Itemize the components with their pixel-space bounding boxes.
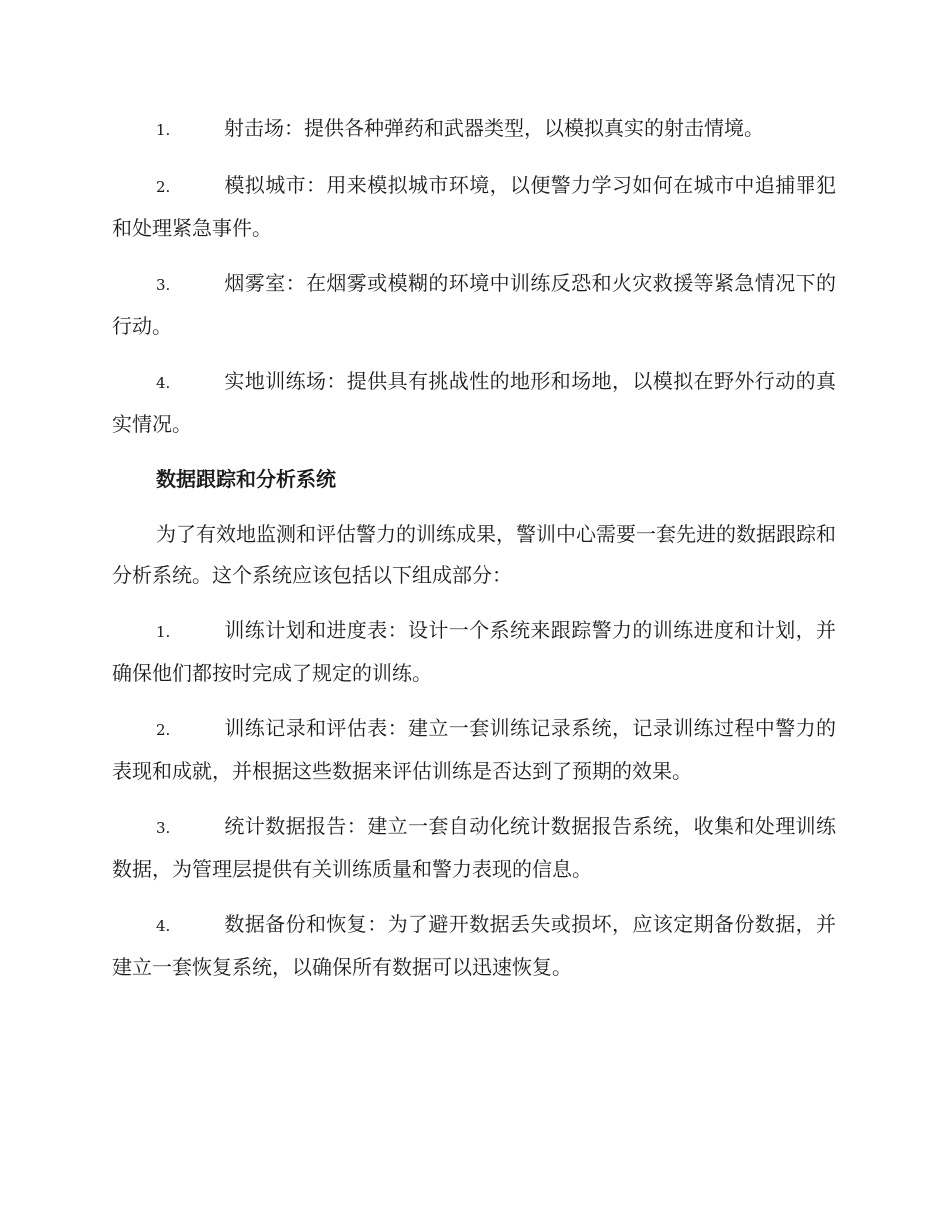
document-content xyxy=(112,108,836,1002)
list-number: 2. xyxy=(156,178,171,196)
list-number: 2. xyxy=(156,721,171,739)
list-number: 3. xyxy=(156,276,171,294)
list-item xyxy=(112,165,836,249)
list-text: 数据备份和恢复：为了避开数据丢失或损坏，应该定期备份数据，并建立一套恢复系统，以确保所有数据可以迅速恢复。 xyxy=(112,912,836,979)
list-item xyxy=(112,708,836,792)
list-item xyxy=(112,904,836,988)
list-item xyxy=(112,361,836,445)
list-text: 烟雾室：在烟雾或模糊的环境中训练反恐和火灾救援等紧急情况下的行动。 xyxy=(112,271,836,338)
list-text: 训练记录和评估表：建立一套训练记录系统，记录训练过程中警力的表现和成就，并根据这些数据来评估训练是否达到了预期的效果。 xyxy=(112,716,836,783)
list-item xyxy=(112,108,836,151)
intro-paragraph: 为了有效地监测和评估警力的训练成果，警训中心需要一套先进的数据跟踪和分析系统。这个系统应该包括以下组成部分： xyxy=(112,522,836,587)
list-item xyxy=(112,263,836,347)
list-number: 1. xyxy=(156,121,171,139)
list-number: 1. xyxy=(156,623,171,641)
list-text: 实地训练场：提供具有挑战性的地形和场地，以模拟在野外行动的真实情况。 xyxy=(112,369,836,436)
list-item xyxy=(112,610,836,694)
list-number: 3. xyxy=(156,819,171,837)
list-item xyxy=(112,806,836,890)
list-text: 模拟城市：用来模拟城市环境，以便警力学习如何在城市中追捕罪犯和处理紧急事件。 xyxy=(112,173,836,240)
section-heading: 数据跟踪和分析系统 xyxy=(156,467,336,491)
list-number: 4. xyxy=(156,917,171,935)
list-text: 训练计划和进度表：设计一个系统来跟踪警力的训练进度和计划，并确保他们都按时完成了规定的训练。 xyxy=(112,618,836,685)
list-number: 4. xyxy=(156,374,171,392)
list-text: 统计数据报告：建立一套自动化统计数据报告系统，收集和处理训练数据，为管理层提供有关训练质量和警力表现的信息。 xyxy=(112,814,836,881)
list-text: 射击场：提供各种弹药和武器类型，以模拟真实的射击情境。 xyxy=(224,116,764,140)
